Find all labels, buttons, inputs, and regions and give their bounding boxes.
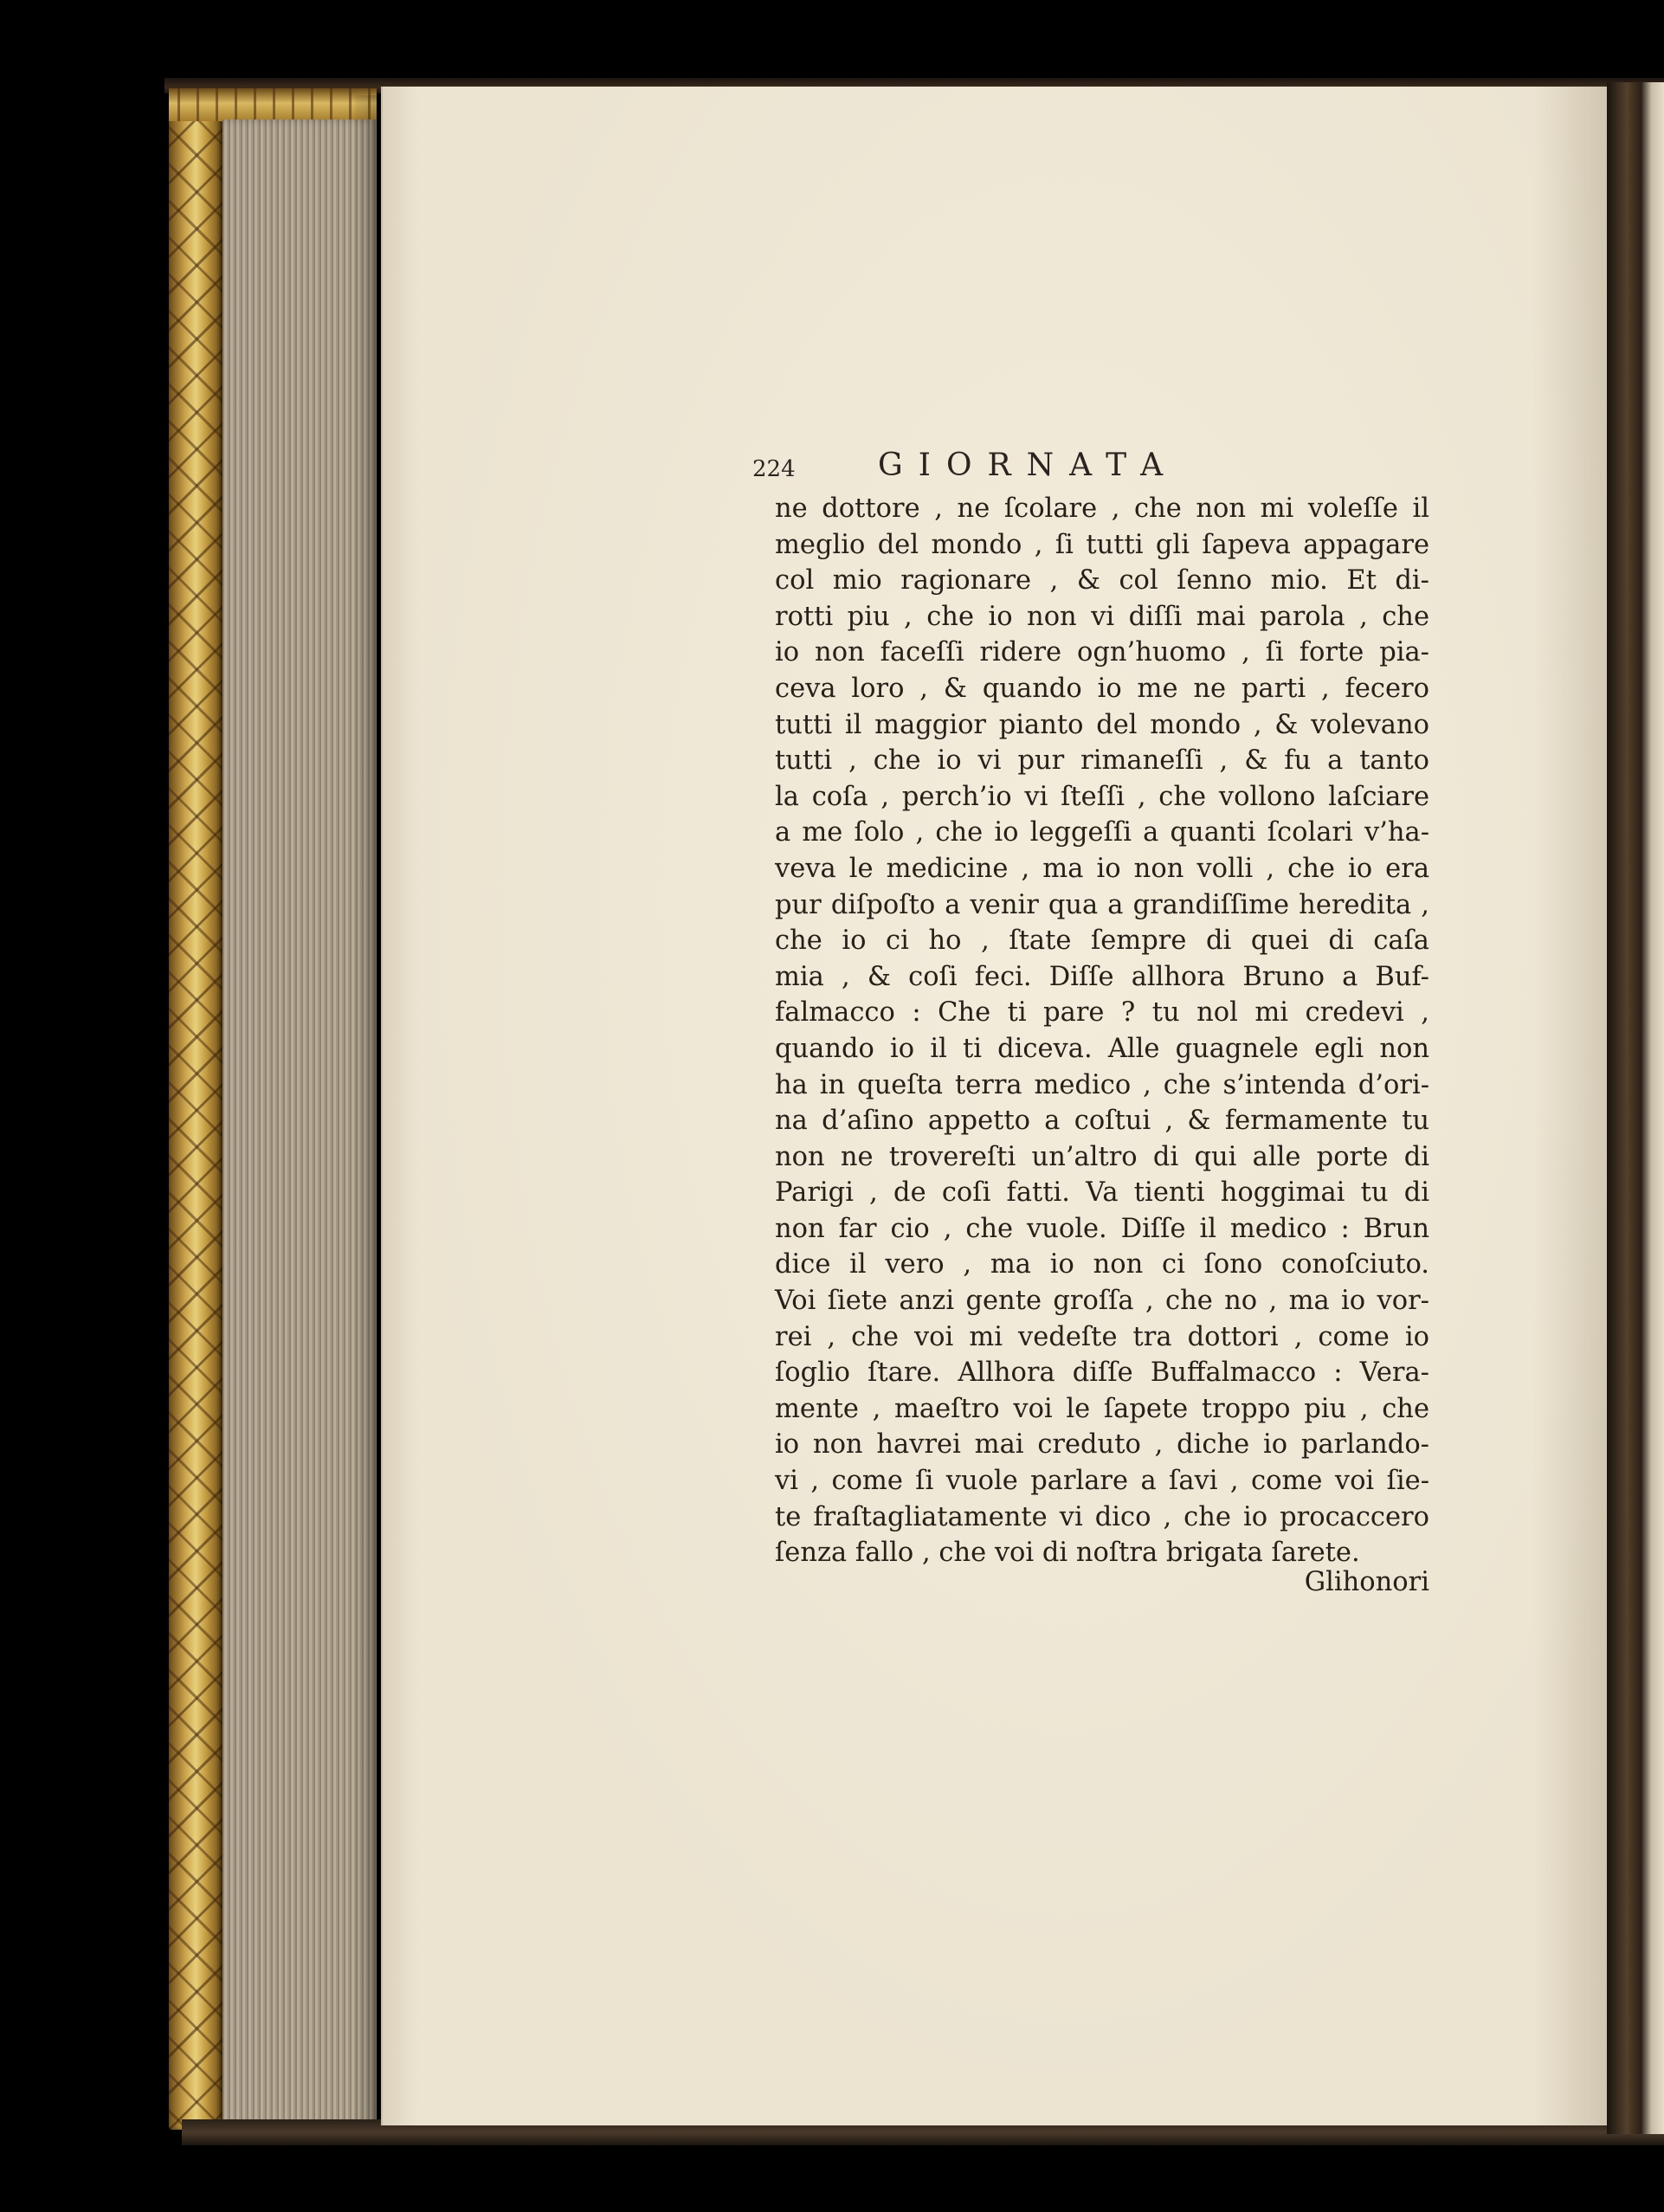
- page-number: 224: [752, 456, 796, 482]
- text-line: Parigi , de coſi fatti. Va tienti hoggimai tu di: [775, 1177, 1429, 1209]
- text-line: ſoglio ſtare. Allhora diſſe Buffalmacco : Vera-: [775, 1358, 1429, 1389]
- text-line: ſenza fallo , che voi di noſtra brigata ſarete.: [775, 1538, 1360, 1569]
- text-line: falmacco : Che ti pare ? tu nol mi credevi ,: [775, 997, 1429, 1029]
- text-line: veva le medicine , ma io non volli , che io era: [775, 853, 1429, 884]
- text-line: mia , & coſi feci. Diſſe allhora Bruno a Buf-: [775, 961, 1429, 992]
- text-line: non ne trovereſti un’altro di qui alle porte di: [775, 1141, 1429, 1172]
- text-line: meglio del mondo , ſi tutti gli ſapeva appagare: [775, 529, 1429, 560]
- running-head: GIORNATA: [878, 448, 1179, 483]
- page-header: [752, 444, 1429, 487]
- text-line: la coſa , perch’io vi ſteſſi , che vollono laſciare: [775, 781, 1429, 812]
- text-line: vi , come ſi vuole parlare a ſavi , come voi ſie-: [775, 1466, 1429, 1497]
- text-line: a me ſolo , che io leggeſſi a quanti ſcolari v’ha-: [775, 817, 1429, 848]
- catchword: Glihonori: [1304, 1567, 1429, 1597]
- text-line: rei , che voi mi vedeſte tra dottori , come io: [775, 1321, 1429, 1352]
- gilt-top-decoration: [169, 88, 377, 121]
- text-line: tutti , che io vi pur rimaneſſi , & fu a tanto: [775, 745, 1429, 777]
- text-line: pur diſpoſto a venir qua a grandiſſime heredita ,: [775, 889, 1429, 920]
- page-edges-shadow: [355, 95, 381, 2130]
- text-line: Voi ſiete anzi gente groſſa , che no , ma io vor-: [775, 1286, 1429, 1317]
- book-gutter: [1607, 82, 1664, 2134]
- text-line: dice il vero , ma io non ci ſono conoſciuto.: [775, 1249, 1429, 1280]
- text-line: rotti piu , che io non vi diſſi mai parola , che: [775, 601, 1429, 632]
- text-line: quando io il ti diceva. Alle guagnele egli non: [775, 1033, 1429, 1064]
- text-line: na d’aſino appetto a coſtui , & fermamente tu: [775, 1106, 1429, 1137]
- text-line: che io ci ho , ſtate ſempre di quei di caſa: [775, 925, 1429, 957]
- text-line: te fraſtagliatamente vi dico , che io procaccero: [775, 1501, 1429, 1532]
- text-line: ha in queſta terra medico , che s’intenda d’ori-: [775, 1069, 1429, 1100]
- text-line: col mio ragionare , & col ſenno mio. Et di-: [775, 565, 1429, 597]
- text-line: io non havrei mai creduto , diche io parlando-: [775, 1429, 1429, 1461]
- text-line: non far cio , che vuole. Diſſe il medico : Brun: [775, 1213, 1429, 1244]
- text-line: ne dottore , ne ſcolare , che non mi voleſſe il: [775, 493, 1429, 524]
- text-line: tutti il maggior pianto del mondo , & volevano: [775, 709, 1429, 740]
- text-line: ceva loro , & quando io me ne parti , fecero: [775, 673, 1429, 704]
- text-line: mente , maeſtro voi le ſapete troppo piu , che: [775, 1393, 1429, 1424]
- gilt-spine-decoration: [169, 91, 223, 2130]
- page-edges: [223, 119, 377, 2126]
- text-line: io non faceſſi ridere ogn’huomo , ſi forte pia-: [775, 637, 1429, 668]
- body-text: [775, 491, 1429, 1571]
